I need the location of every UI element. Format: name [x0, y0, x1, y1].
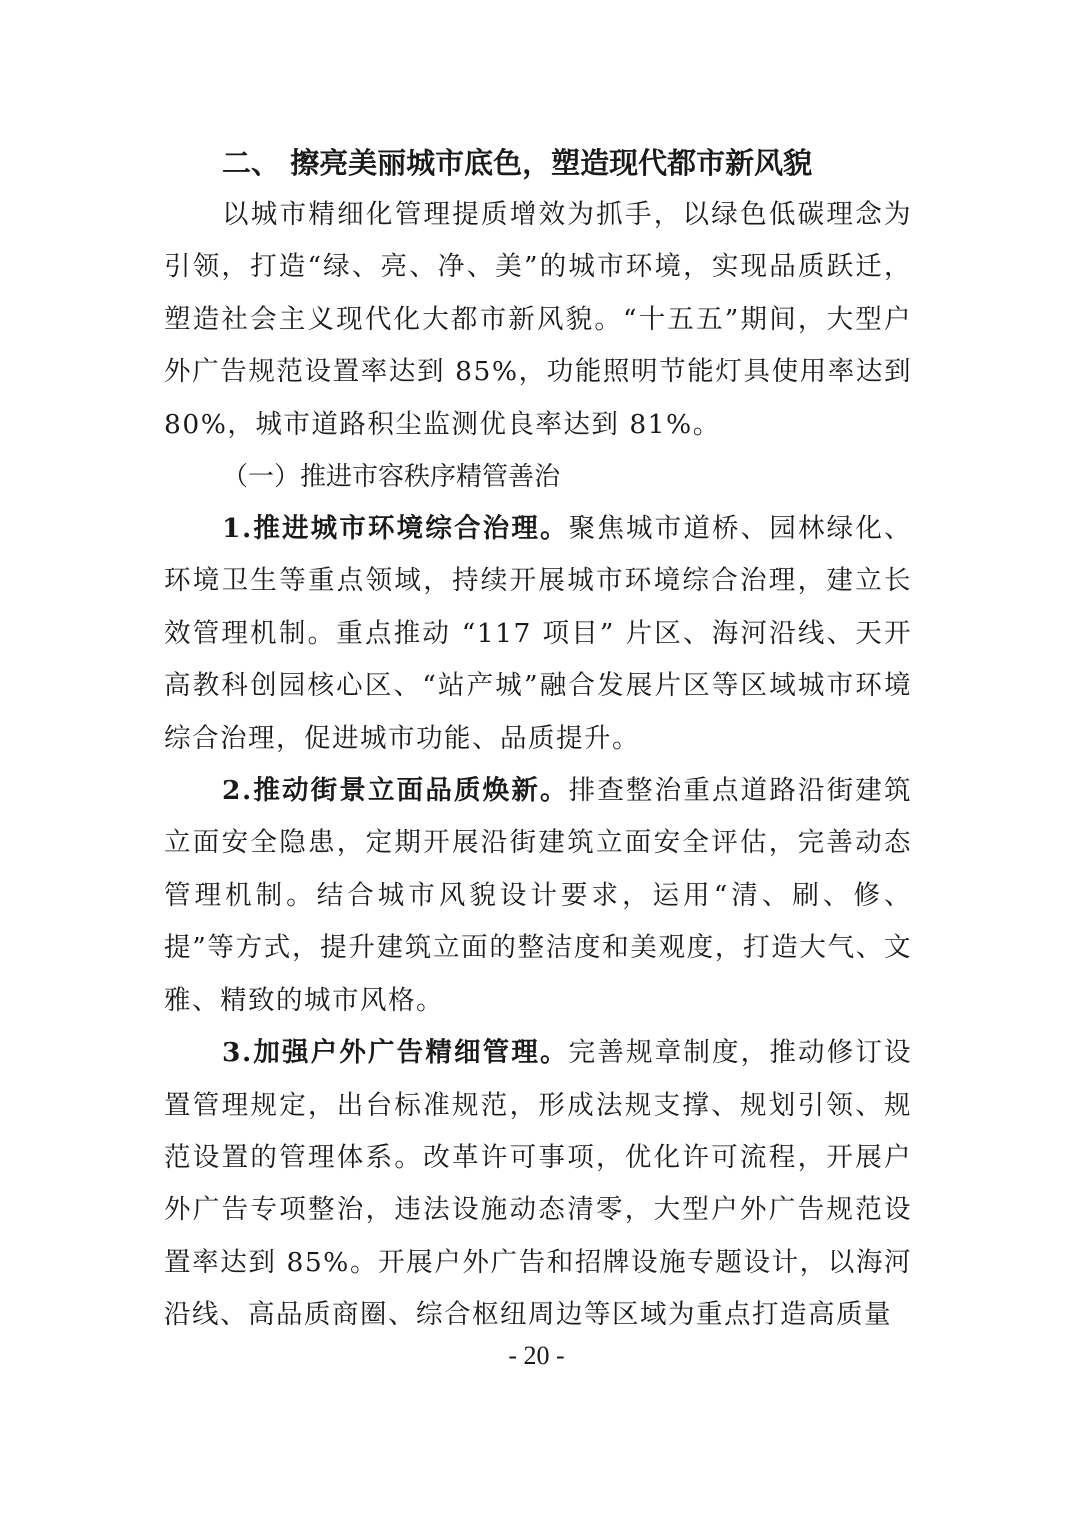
item-paragraph-1 — [164, 503, 912, 765]
subsection-heading: （一）推进市容秩序精管善治 — [222, 462, 561, 493]
item-title-1: 1.推进城市环境综合治理。 — [222, 513, 569, 545]
item-paragraph-3 — [164, 1027, 912, 1341]
document-body — [164, 137, 912, 1342]
section-heading: 二、 擦亮美丽城市底色，塑造现代都市新风貌 — [222, 146, 813, 180]
item-body-2: 排查整治重点道路沿街建筑立面安全隐患，定期开展沿街建筑立面安全评估，完善动态管理机制。结合城市风貌设计要求，运用“清、刷、修、提”等方式，提升建筑立面的整洁度和美观度，打造大气、文雅、精致的城市风格。 — [164, 775, 913, 1016]
item-title-2: 2.推动街景立面品质焕新。 — [222, 775, 569, 807]
item-paragraph-2 — [164, 765, 912, 1027]
item-body-1: 聚焦城市道桥、园林绿化、环境卫生等重点领域，持续开展城市环境综合治理，建立长效管理机制。重点推动 “117 项目” 片区、海河沿线、天开高教科创园核心区、“站产城”融合发展片区等区域城市环境综合治理，促进城市功能、品质提升。 — [164, 513, 913, 754]
intro-paragraph: 以城市精细化管理提质增效为抓手，以绿色低碳理念为引领，打造“绿、亮、净、美”的城市环境，实现品质跃迁，塑造社会主义现代化大都市新风貌。“十五五”期间，大型户外广告规范设置率达到 85%，功能照明节能灯具使用率达到 80%，城市道路积尘监测优良率达到 81%。 — [164, 199, 912, 440]
item-body-3: 完善规章制度，推动修订设置管理规定，出台标准规范，形成法规支撑、规划引领、规范设置的管理体系。改革许可事项，优化许可流程，开展户外广告专项整治，违法设施动态清零，大型户外广告规范设置率达到 85%。开展户外广告和招牌设施专题设计，以海河沿线、高品质商圈、综合枢纽周边等区域为重点打造高质量 — [164, 1037, 913, 1331]
item-title-3: 3.加强户外广告精细管理。 — [222, 1037, 569, 1069]
page-number: - 20 - — [508, 1341, 565, 1370]
